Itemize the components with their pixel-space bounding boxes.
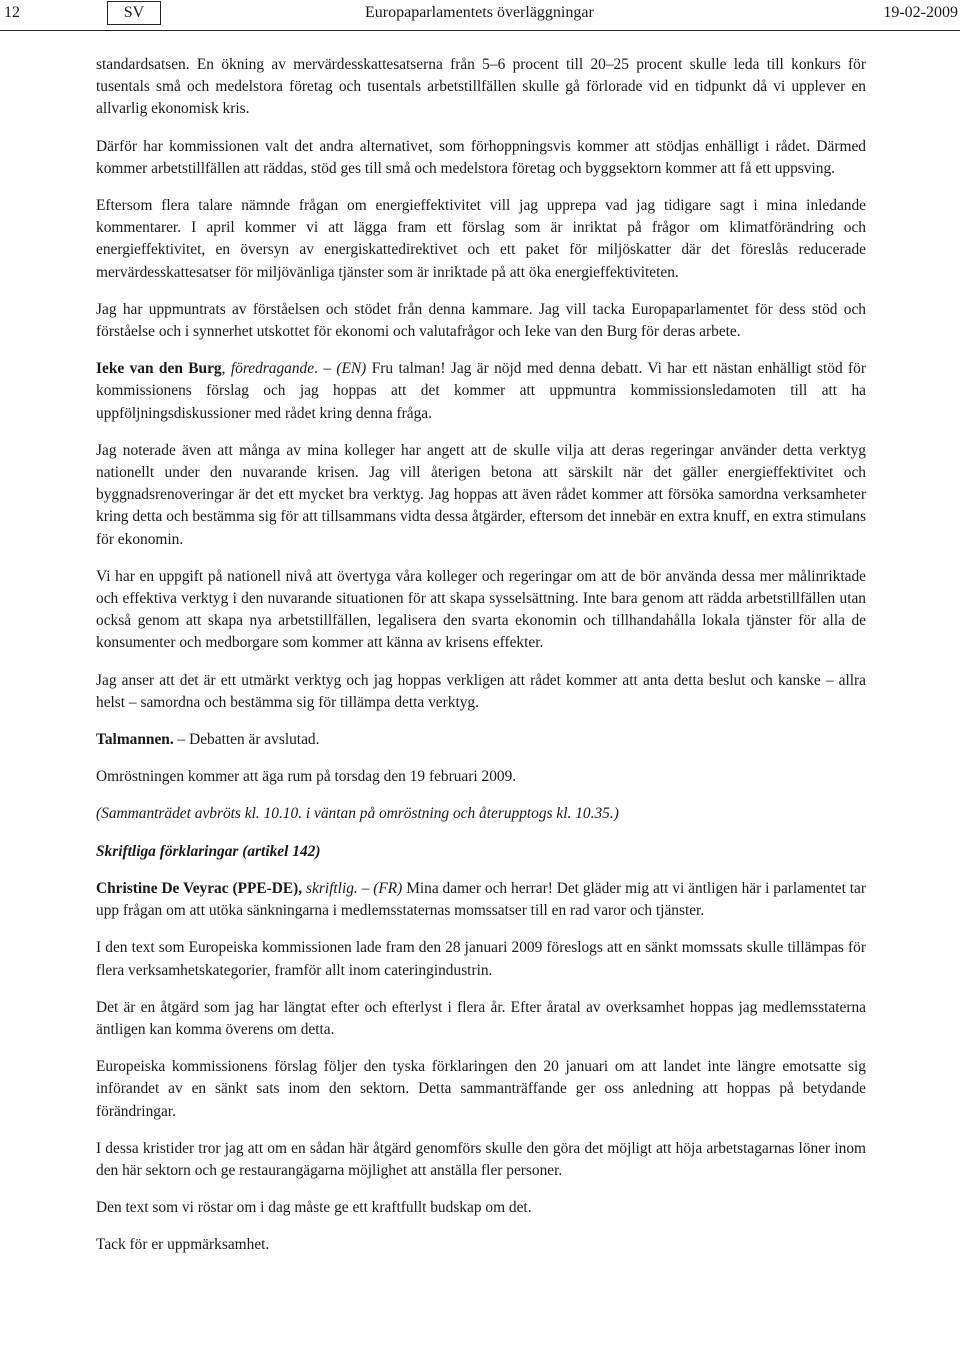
speech-ieke-van-den-burg: Ieke van den Burg, föredragande. – (EN) Fru talman! Jag är nöjd med denna debatt. Vi har ett nästan enhälligt stöd för kommissionens förslag och jag hoppas att det kommer att uppmuntra kommissionsledamoten till att ha uppföljningsdiskussioner med rådet kring denna fråga. — [96, 360, 866, 422]
page-header — [0, 0, 960, 30]
paragraph-1: standardsatsen. En ökning av mervärdesskattesatserna från 5–6 procent till 20–25 procent skulle leda till konkurs för tusentals små och medelstora företag och tusentals arbetstillfällen skulle gå förlorade vid en tidpunkt då vi upplever en allvarlig ekonomisk kris. — [96, 56, 866, 118]
paragraph-2: Därför har kommissionen valt det andra alternativet, som förhoppningsvis kommer att stödjas enhälligt i rådet. Därmed kommer arbetstillfällen att räddas, stöd ges till små och medelstora företag och byggsektorn kommer att få ett uppsving. — [96, 137, 866, 177]
paragraph-15: Det är en åtgärd som jag har längtat efter och efterlyst i flera år. Efter åratal av overksamhet hoppas jag medlemsstaterna äntligen kan komma överens om detta. — [96, 998, 866, 1038]
language-code-box: SV — [107, 1, 161, 25]
paragraph-10: Omröstningen kommer att äga rum på torsdag den 19 februari 2009. — [96, 768, 517, 786]
section-heading: Skriftliga förklaringar (artikel 142) — [96, 842, 321, 860]
speech-text: Fru talman! Jag är nöjd med denna debatt. Vi har ett nästan enhälligt stöd för kommissionens förslag och jag hoppas att det kommer att uppmuntra kommissionsledamoten till att ha uppföljningsdiskussioner med rådet kring denna fråga. — [96, 360, 866, 422]
speaker-role: skriftlig. — [306, 879, 358, 897]
header-rule — [0, 30, 960, 31]
paragraph-18: Den text som vi röstar om i dag måste ge ett kraftfullt budskap om det. — [96, 1199, 532, 1217]
publication-date: 19-02-2009 — [883, 4, 958, 21]
paragraph-16: Europeiska kommissionens förslag följer den tyska förklaringen den 20 januari om att landet inte längre emotsatte sig införandet av en sänkt sats inom den sektorn. Detta sammanträffande ger oss anledning att hoppas på betydande förändringar. — [96, 1058, 866, 1120]
speech-language: (FR) — [373, 879, 403, 897]
speech-text: Mina damer och herrar! Det gläder mig att vi äntligen här i parlamentet tar upp frågan om att utöka sänkningarna i medlemsstaternas momssatser till en rad varor och tjänster. — [96, 879, 867, 920]
paragraph-3: Eftersom flera talare nämnde frågan om energieffektivitet vill jag upprepa vad jag tidigare sagt i mina inledande kommentarer. I april kommer vi att lägga fram ett förslag som är inriktat på frågor om klimatförändring och energieffektivitet, en översyn av energiskattedirektivet och ett paket för miljöskatter där det föreslås reducerade mervärdesskattesatser för miljövänliga tjänster som är inriktade på att öka energieffektiviteten. — [96, 197, 866, 281]
paragraph-4: Jag har uppmuntrats av förståelsen och stödet från denna kammare. Jag vill tacka Europaparlamentet för dess stöd och förståelse och i synnerhet utskottet för ekonomi och valutafrågor och Ieke van den Burg för deras arbete. — [96, 300, 866, 341]
paragraph-7: Vi har en uppgift på nationell nivå att övertyga våra kolleger och regeringar om att de bör använda dessa mer målinriktade och effektiva verktyg i den nuvarande situationen för att skapa sysselsättning. Inte bara genom att rädda arbetstillfällen utan också genom att skapa nya arbetstillfällen, legalisera den svarta ekonomin och tillhandahålla lokala tjänster för alla de konsumenter och medborgare som kommer att känna av krisens effekter. — [96, 567, 866, 652]
document-body — [96, 54, 866, 1272]
paragraph-14: I den text som Europeiska kommissionen lade fram den 28 januari 2009 föreslogs att en sänkt momssats skulle tillämpas för flera verksamhetskategorier, framför allt inom cateringindustrin. — [96, 939, 866, 979]
speaker-role: föredragande — [230, 360, 315, 378]
publication-title: Europaparlamentets överläggningar — [365, 4, 594, 21]
speech-talmannen — [96, 729, 866, 751]
session-note: (Sammanträdet avbröts kl. 10.10. i väntan på omröstning och återupptogs kl. 10.35.) — [96, 805, 619, 823]
page-number: 12 — [4, 4, 20, 21]
speaker-name: Christine De Veyrac (PPE-DE), — [96, 879, 303, 897]
speaker-name: Ieke van den Burg — [96, 360, 222, 378]
speech-text: – Debatten är avslutad. — [177, 731, 320, 749]
speech-christine-de-veyrac: Christine De Veyrac (PPE-DE), skriftlig. – (FR) Mina damer och herrar! Det gläder mig att vi äntligen här i parlamentet tar upp frågan om att utöka sänkningarna i medlemsstaternas momssatser till en rad varor och tjänster. — [96, 879, 867, 920]
paragraph-19: Tack för er uppmärksamhet. — [96, 1236, 270, 1254]
paragraph-17: I dessa kristider tror jag att om en sådan här åtgärd genomförs skulle den göra det möjligt att höja arbetstagarnas löner inom den här sektorn och ge restaurangägarna möjlighet att anställa fler personer. — [96, 1139, 866, 1179]
speech-language: (EN) — [336, 360, 367, 378]
speaker-name: Talmannen. — [96, 731, 174, 749]
paragraph-8: Jag anser att det är ett utmärkt verktyg och jag hoppas verkligen att rådet kommer att anta detta beslut och kanske – allra helst – samordna och bestämma sig för tillämpa detta verktyg. — [96, 671, 866, 711]
paragraph-6: Jag noterade även att många av mina kolleger har angett att de skulle vilja att deras regeringar använder detta verktyg nationellt under den nuvarande krisen. Jag vill återigen betona att särskilt när det gäller energieffektivitet och byggnadsrenoveringar är det ett mycket bra verktyg. Jag hoppas att även rådet kommer att försöka samordna verksamheter kring detta och bestämma sig för att tillsammans vidta dessa åtgärder, eftersom det innebär en extra knuff, en extra stimulans för ekonomin. — [96, 441, 866, 548]
